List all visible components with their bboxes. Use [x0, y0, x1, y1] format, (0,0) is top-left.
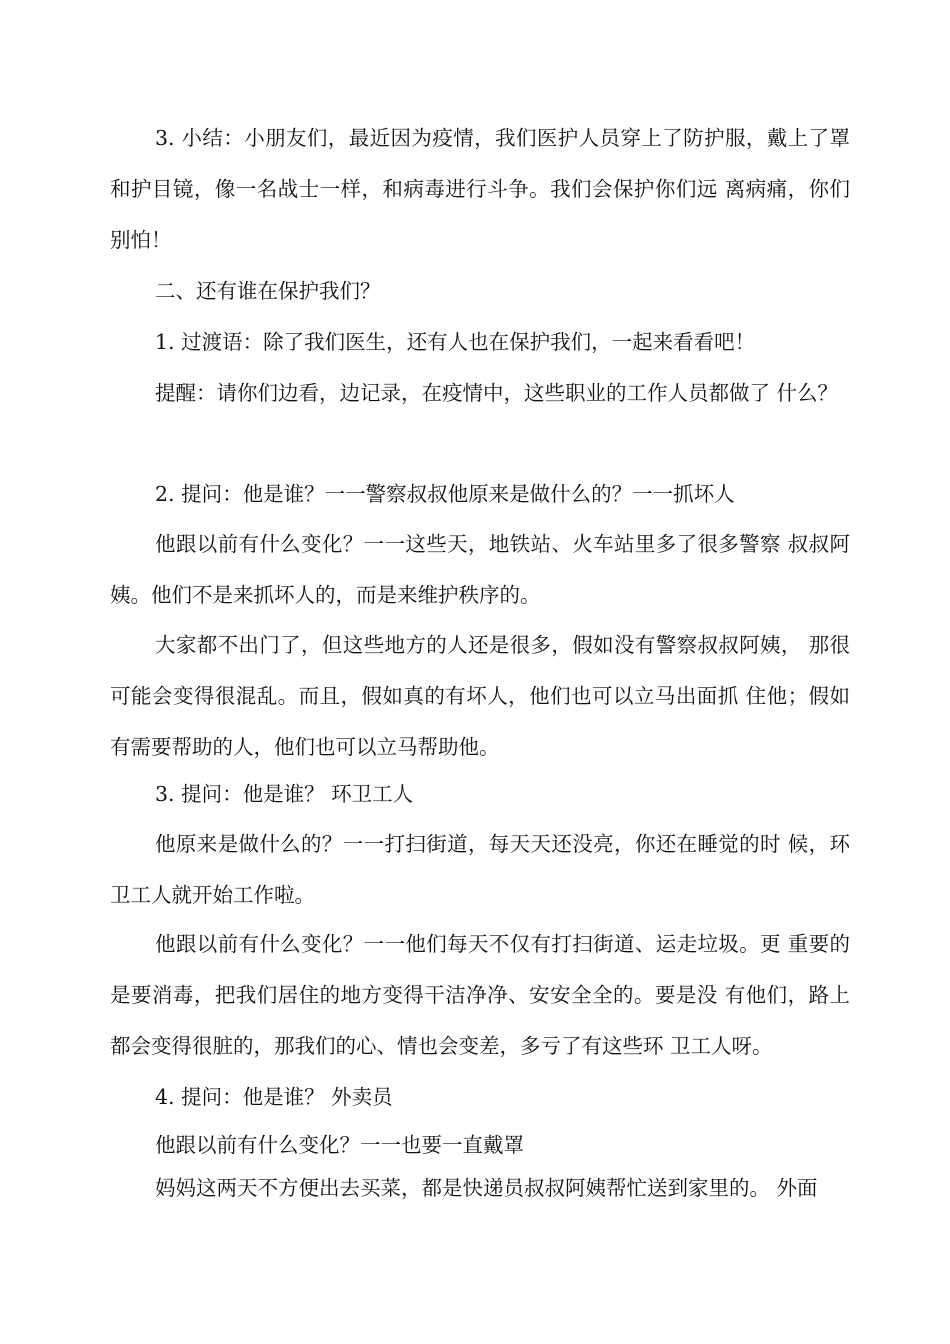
- paragraph-question-police: 2. 提问：他是谁？一一警察叔叔他原来是做什么的？一一抓坏人: [155, 482, 735, 506]
- paragraph-police-detail: 大家都不出门了，但这些地方的人还是很多，假如没有警察叔叔阿姨， 那很可能会变得很混乱。而且，假如真的有坏人，他们也可以立马出面抓 住他；假如有需要帮助的人，他们也可以立马帮助他。: [110, 633, 850, 759]
- paragraph-reminder: 提醒：请你们边看，边记录，在疫情中，这些职业的工作人员都做了 什么？: [155, 381, 839, 405]
- paragraph-question-sanitation: 3. 提问：他是谁？ 环卫工人: [155, 782, 414, 806]
- section-heading: 二、还有谁在保护我们？: [155, 279, 381, 303]
- paragraph-question-delivery: 4. 提问：他是谁？ 外卖员: [155, 1085, 393, 1109]
- paragraph-sanitation-before: 他原来是做什么的？一一打扫街道，每天天还没亮，你还在睡觉的时 候，环卫工人就开始工作啦。: [110, 832, 850, 907]
- paragraph-delivery-detail: 妈妈这两天不方便出去买菜，都是快递员叔叔阿姨帮忙送到家里的。 外面: [155, 1176, 818, 1200]
- paragraph-police-change: 他跟以前有什么变化？一一这些天，地铁站、火车站里多了很多警察 叔叔阿姨。他们不是来抓坏人的，而是来维护秩序的。: [110, 532, 850, 607]
- paragraph-sanitation-change: 他跟以前有什么变化？一一他们每天不仅有打扫街道、运走垃圾。更 重要的是要消毒，把我们居住的地方变得干洁净净、安安全全的。要是没 有他们，路上都会变得很脏的，那我们的心、情也会变差，多亏了有这些环 卫工人呀。: [110, 932, 850, 1058]
- paragraph-summary: 3. 小结：小朋友们，最近因为疫情，我们医护人员穿上了防护服，戴上了罩和护目镜，像一名战士一样，和病毒进行斗争。我们会保护你们远 离病痛，你们别怕！: [110, 126, 850, 252]
- paragraph-transition: 1. 过渡语：除了我们医生，还有人也在保护我们，一起来看看吧！: [155, 330, 756, 354]
- paragraph-delivery-change: 他跟以前有什么变化？一一也要一直戴罩: [155, 1133, 524, 1157]
